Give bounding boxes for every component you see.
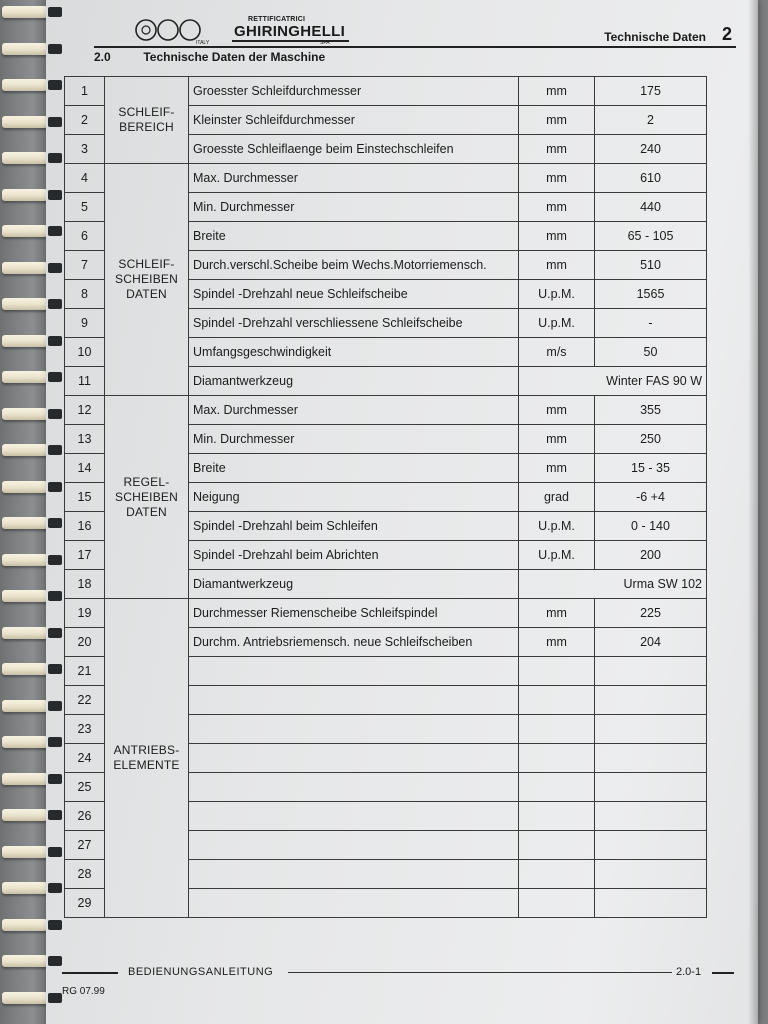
- punch-hole: [48, 774, 62, 784]
- parameter-description: [189, 657, 519, 686]
- parameter-value: 204: [595, 628, 707, 657]
- footer-rule-right: [712, 972, 734, 974]
- punch-hole: [48, 80, 62, 90]
- group-schleifscheiben-daten: SCHLEIF- SCHEIBEN DATEN: [105, 164, 189, 396]
- punch-hole: [48, 591, 62, 601]
- row-number: 7: [65, 251, 105, 280]
- row-number: 17: [65, 541, 105, 570]
- row-number: 24: [65, 744, 105, 773]
- punch-hole: [48, 956, 62, 966]
- parameter-description: Kleinster Schleifdurchmesser: [189, 106, 519, 135]
- parameter-description: Groesster Schleifdurchmesser: [189, 77, 519, 106]
- parameter-description: Diamantwerkzeug: [189, 570, 519, 599]
- row-number: 23: [65, 715, 105, 744]
- row-number: 12: [65, 396, 105, 425]
- punch-hole: [48, 117, 62, 127]
- punch-hole: [48, 701, 62, 711]
- row-number: 3: [65, 135, 105, 164]
- parameter-description: [189, 889, 519, 918]
- binding-coil: [2, 919, 50, 931]
- parameter-description: Min. Durchmesser: [189, 425, 519, 454]
- punch-hole: [48, 263, 62, 273]
- parameter-unit: [519, 860, 595, 889]
- row-number: 21: [65, 657, 105, 686]
- row-number: 2: [65, 106, 105, 135]
- punch-hole: [48, 44, 62, 54]
- punch-hole: [48, 664, 62, 674]
- binding-coil: [2, 225, 50, 237]
- parameter-description: Umfangsgeschwindigkeit: [189, 338, 519, 367]
- parameter-description: [189, 773, 519, 802]
- parameter-description: [189, 860, 519, 889]
- punch-hole: [48, 409, 62, 419]
- row-number: 4: [65, 164, 105, 193]
- row-number: 14: [65, 454, 105, 483]
- parameter-value: Winter FAS 90 W: [519, 367, 707, 396]
- binding-coil: [2, 955, 50, 967]
- row-number: 16: [65, 512, 105, 541]
- logo-country: ITALY: [196, 40, 210, 46]
- parameter-unit: mm: [519, 135, 595, 164]
- punch-hole: [48, 993, 62, 1003]
- parameter-description: Groesste Schleiflaenge beim Einstechschleifen: [189, 135, 519, 164]
- group-regelscheiben-daten: REGEL- SCHEIBEN DATEN: [105, 396, 189, 599]
- row-number: 10: [65, 338, 105, 367]
- parameter-value: [595, 657, 707, 686]
- parameter-value: 225: [595, 599, 707, 628]
- revision-code: RG 07.99: [62, 986, 105, 997]
- punch-hole: [48, 226, 62, 236]
- binding-coil: [2, 79, 50, 91]
- manual-title: BEDIENUNGSANLEITUNG: [128, 966, 274, 978]
- parameter-unit: U.p.M.: [519, 512, 595, 541]
- binding-coil: [2, 773, 50, 785]
- page-footer: [62, 966, 742, 996]
- parameter-value: 440: [595, 193, 707, 222]
- punch-hole: [48, 372, 62, 382]
- section-number: 2.0: [94, 50, 111, 64]
- row-number: 8: [65, 280, 105, 309]
- row-number: 15: [65, 483, 105, 512]
- row-number: 20: [65, 628, 105, 657]
- parameter-unit: [519, 744, 595, 773]
- parameter-description: Breite: [189, 454, 519, 483]
- parameter-unit: [519, 831, 595, 860]
- row-number: 9: [65, 309, 105, 338]
- parameter-unit: U.p.M.: [519, 541, 595, 570]
- table-row: [65, 599, 707, 628]
- binding-coil: [2, 700, 50, 712]
- binding-coil: [2, 992, 50, 1004]
- parameter-unit: mm: [519, 628, 595, 657]
- parameter-description: Spindel -Drehzahl neue Schleifscheibe: [189, 280, 519, 309]
- parameter-description: Max. Durchmesser: [189, 164, 519, 193]
- technical-data-table: [64, 76, 707, 918]
- row-number: 19: [65, 599, 105, 628]
- binding-coil: [2, 590, 50, 602]
- table-row: [65, 164, 707, 193]
- parameter-value: 65 - 105: [595, 222, 707, 251]
- binding-coil: [2, 116, 50, 128]
- logo-circles-icon: [134, 18, 214, 42]
- binding-coil: [2, 627, 50, 639]
- row-number: 22: [65, 686, 105, 715]
- punch-hole: [48, 153, 62, 163]
- parameter-description: [189, 831, 519, 860]
- parameter-unit: grad: [519, 483, 595, 512]
- parameter-description: [189, 744, 519, 773]
- parameter-unit: mm: [519, 77, 595, 106]
- parameter-unit: [519, 802, 595, 831]
- binding-coil: [2, 371, 50, 383]
- punch-hole: [48, 737, 62, 747]
- row-number: 28: [65, 860, 105, 889]
- parameter-value: [595, 686, 707, 715]
- parameter-description: Durch.verschl.Scheibe beim Wechs.Motorriemensch.: [189, 251, 519, 280]
- parameter-unit: m/s: [519, 338, 595, 367]
- chapter-number: 2: [721, 24, 732, 44]
- punch-hole: [48, 7, 62, 17]
- parameter-value: 2: [595, 106, 707, 135]
- parameter-value: [595, 831, 707, 860]
- binding-coil: [2, 663, 50, 675]
- page-header: [94, 16, 736, 48]
- parameter-description: [189, 715, 519, 744]
- footer-rule-left: [62, 972, 118, 974]
- parameter-value: 240: [595, 135, 707, 164]
- binding-coil: [2, 189, 50, 201]
- parameter-unit: mm: [519, 599, 595, 628]
- parameter-unit: mm: [519, 251, 595, 280]
- parameter-unit: U.p.M.: [519, 309, 595, 338]
- parameter-description: Spindel -Drehzahl beim Schleifen: [189, 512, 519, 541]
- parameter-unit: mm: [519, 222, 595, 251]
- parameter-description: Min. Durchmesser: [189, 193, 519, 222]
- punch-hole: [48, 847, 62, 857]
- parameter-description: Neigung: [189, 483, 519, 512]
- binding-coil: [2, 444, 50, 456]
- parameter-value: -6 +4: [595, 483, 707, 512]
- row-number: 26: [65, 802, 105, 831]
- punch-hole: [48, 555, 62, 565]
- parameter-unit: mm: [519, 164, 595, 193]
- parameter-value: 50: [595, 338, 707, 367]
- company-logo: [134, 16, 344, 46]
- punch-hole: [48, 482, 62, 492]
- parameter-value: [595, 715, 707, 744]
- punch-hole: [48, 445, 62, 455]
- row-number: 25: [65, 773, 105, 802]
- binding-coil: [2, 6, 50, 18]
- parameter-unit: [519, 657, 595, 686]
- row-number: 11: [65, 367, 105, 396]
- section-heading: [94, 50, 325, 64]
- punch-hole: [48, 190, 62, 200]
- row-number: 29: [65, 889, 105, 918]
- punch-hole: [48, 518, 62, 528]
- parameter-value: 510: [595, 251, 707, 280]
- parameter-unit: [519, 715, 595, 744]
- parameter-description: Max. Durchmesser: [189, 396, 519, 425]
- parameter-value: 0 - 140: [595, 512, 707, 541]
- parameter-unit: mm: [519, 106, 595, 135]
- parameter-description: [189, 802, 519, 831]
- parameter-value: [595, 889, 707, 918]
- parameter-value: 15 - 35: [595, 454, 707, 483]
- row-number: 27: [65, 831, 105, 860]
- parameter-unit: mm: [519, 425, 595, 454]
- chapter-title: Technische Daten: [604, 30, 706, 44]
- parameter-unit: U.p.M.: [519, 280, 595, 309]
- parameter-unit: [519, 686, 595, 715]
- logo-legal-form: SPA: [320, 40, 330, 46]
- group-antriebselemente: ANTRIEBS- ELEMENTE: [105, 599, 189, 918]
- document-page: [46, 0, 758, 1024]
- binding-coil: [2, 554, 50, 566]
- parameter-value: [595, 860, 707, 889]
- binding-coil: [2, 736, 50, 748]
- footer-rule: [288, 972, 672, 973]
- binding-coil: [2, 298, 50, 310]
- binding-coil: [2, 43, 50, 55]
- table-row: [65, 396, 707, 425]
- parameter-value: [595, 802, 707, 831]
- parameter-value: [595, 744, 707, 773]
- row-number: 13: [65, 425, 105, 454]
- group-schleifbereich: SCHLEIF- BEREICH: [105, 77, 189, 164]
- punch-hole: [48, 920, 62, 930]
- binding-coil: [2, 882, 50, 894]
- parameter-description: Durchm. Antriebsriemensch. neue Schleifscheiben: [189, 628, 519, 657]
- parameter-value: 1565: [595, 280, 707, 309]
- binding-coil: [2, 335, 50, 347]
- parameter-description: Spindel -Drehzahl beim Abrichten: [189, 541, 519, 570]
- parameter-description: Breite: [189, 222, 519, 251]
- parameter-value: 175: [595, 77, 707, 106]
- binding-coil: [2, 481, 50, 493]
- parameter-value: -: [595, 309, 707, 338]
- table-row: [65, 77, 707, 106]
- binding-coil: [2, 152, 50, 164]
- punch-hole: [48, 299, 62, 309]
- parameter-value: 200: [595, 541, 707, 570]
- logo-company-name: GHIRINGHELLI: [232, 23, 349, 42]
- punch-hole: [48, 336, 62, 346]
- binding-coil: [2, 262, 50, 274]
- page-edge-shadow: [748, 0, 758, 1024]
- row-number: 6: [65, 222, 105, 251]
- parameter-unit: [519, 773, 595, 802]
- parameter-unit: [519, 889, 595, 918]
- row-number: 18: [65, 570, 105, 599]
- parameter-description: Spindel -Drehzahl verschliessene Schleifscheibe: [189, 309, 519, 338]
- binding-coil: [2, 846, 50, 858]
- parameter-unit: mm: [519, 193, 595, 222]
- parameter-value: 610: [595, 164, 707, 193]
- section-title: Technische Daten der Maschine: [143, 50, 326, 64]
- parameter-description: Diamantwerkzeug: [189, 367, 519, 396]
- punch-hole: [48, 628, 62, 638]
- punch-hole: [48, 883, 62, 893]
- logo-tagline: RETTIFICATRICI: [248, 16, 306, 23]
- row-number: 1: [65, 77, 105, 106]
- parameter-value: 250: [595, 425, 707, 454]
- row-number: 5: [65, 193, 105, 222]
- binding-coil: [2, 517, 50, 529]
- parameter-value: Urma SW 102: [519, 570, 707, 599]
- parameter-unit: mm: [519, 454, 595, 483]
- parameter-value: 355: [595, 396, 707, 425]
- parameter-value: [595, 773, 707, 802]
- binding-coil: [2, 408, 50, 420]
- parameter-description: Durchmesser Riemenscheibe Schleifspindel: [189, 599, 519, 628]
- punch-hole: [48, 810, 62, 820]
- parameter-unit: mm: [519, 396, 595, 425]
- page-number: 2.0-1: [676, 966, 702, 978]
- binding-coil: [2, 809, 50, 821]
- parameter-description: [189, 686, 519, 715]
